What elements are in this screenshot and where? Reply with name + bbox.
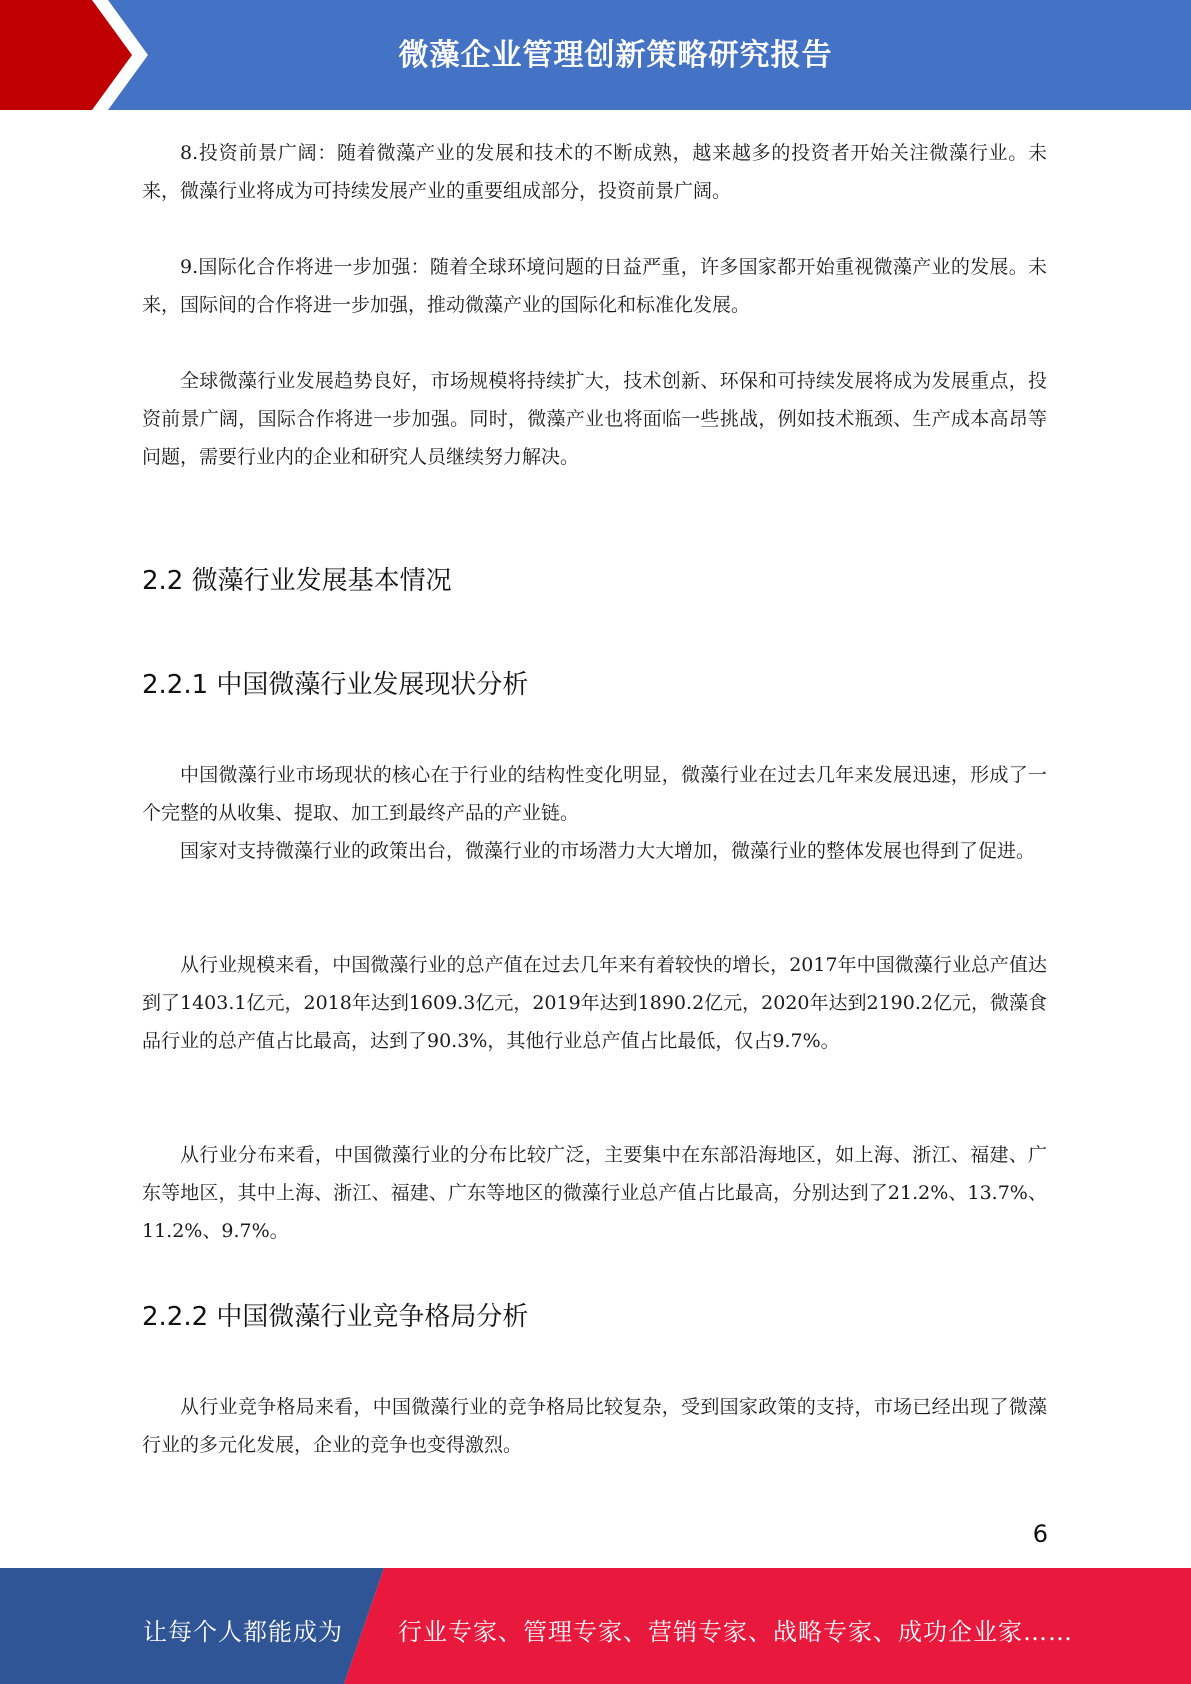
page-header bbox=[0, 0, 1191, 110]
section-heading-2-2-1: 2.2.1 中国微藻行业发展现状分析 bbox=[142, 670, 529, 700]
paragraph-industry-scale: 从行业规模来看，中国微藻行业的总产值在过去几年来有着较快的增长，2017年中国微藻行业总产值达到了1403.1亿元，2018年达到1609.3亿元，2019年达到1890.2亿元，2020年达到2190.2亿元，微藻食品行业的总产值占比最高，达到了90.3%，其他行业总产值占比最低，仅占9.7%。 bbox=[142, 954, 1047, 1052]
footer-slogan-left: 让每个人都能成为 bbox=[143, 1618, 343, 1646]
paragraph-industry-distribution: 从行业分布来看，中国微藻行业的分布比较广泛，主要集中在东部沿海地区，如上海、浙江、福建、广东等地区，其中上海、浙江、福建、广东等地区的微藻行业总产值占比最高，分别达到了21.2%、13.7%、11.2%、9.7%。 bbox=[142, 1144, 1047, 1242]
footer-slogan-right: 行业专家、管理专家、营销专家、战略专家、成功企业家…… bbox=[398, 1618, 1073, 1646]
section-heading-2-2: 2.2 微藻行业发展基本情况 bbox=[142, 566, 452, 596]
paragraph-investment-outlook: 8.投资前景广阔：随着微藻产业的发展和技术的不断成熟，越来越多的投资者开始关注微藻行业。未来，微藻行业将成为可持续发展产业的重要组成部分，投资前景广阔。 bbox=[142, 142, 1047, 202]
section-heading-2-2-2: 2.2.2 中国微藻行业竞争格局分析 bbox=[142, 1302, 529, 1332]
paragraph-global-summary: 全球微藻行业发展趋势良好，市场规模将持续扩大，技术创新、环保和可持续发展将成为发展重点，投资前景广阔，国际合作将进一步加强。同时，微藻产业也将面临一些挑战，例如技术瓶颈、生产成本高昂等问题，需要行业内的企业和研究人员继续努力解决。 bbox=[142, 370, 1047, 468]
report-title: 微藻企业管理创新策略研究报告 bbox=[398, 38, 833, 73]
paragraph-international-cooperation: 9.国际化合作将进一步加强：随着全球环境问题的日益严重，许多国家都开始重视微藻产业的发展。未来，国际间的合作将进一步加强，推动微藻产业的国际化和标准化发展。 bbox=[142, 256, 1047, 316]
paragraph-competition: 从行业竞争格局来看，中国微藻行业的竞争格局比较复杂，受到国家政策的支持，市场已经出现了微藻行业的多元化发展，企业的竞争也变得激烈。 bbox=[142, 1396, 1047, 1456]
paragraph-market-status: 中国微藻行业市场现状的核心在于行业的结构性变化明显，微藻行业在过去几年来发展迅速，形成了一个完整的从收集、提取、加工到最终产品的产业链。 bbox=[142, 764, 1047, 824]
paragraph-policy-support: 国家对支持微藻行业的政策出台，微藻行业的市场潜力大大增加，微藻行业的整体发展也得到了促进。 bbox=[180, 840, 1036, 862]
page-number: 6 bbox=[1032, 1520, 1048, 1548]
